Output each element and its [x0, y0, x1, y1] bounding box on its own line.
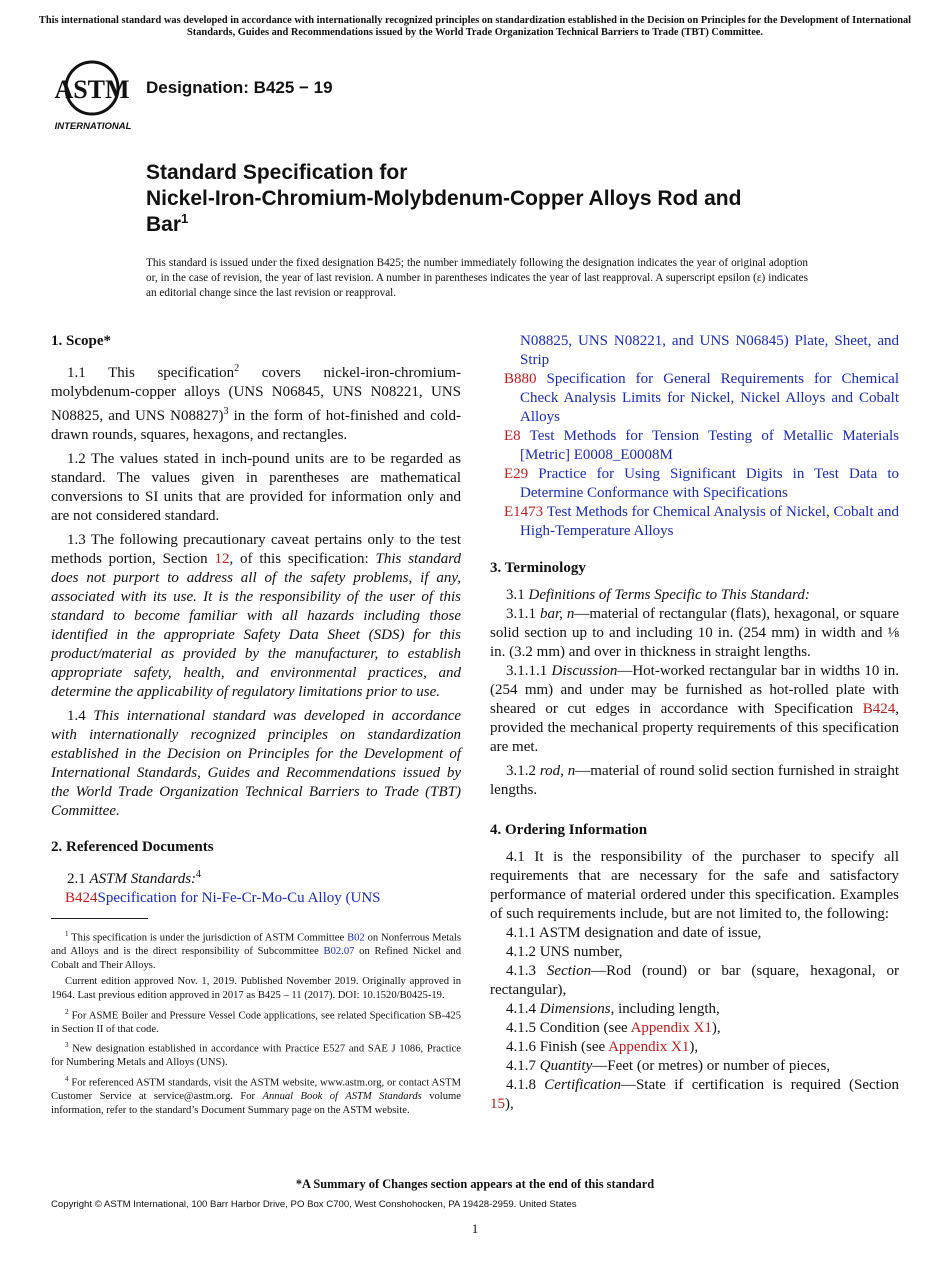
terminology-3-1-1: 3.1.1 bar, n—material of rectangular (flats), hexagonal, or square solid section up to and including 10 in. (254 mm) in width and ⅛ in. (3.2 mm) and over in thickness in straight lengths. — [490, 606, 899, 660]
section-referenced-heading: 2. Referenced Documents — [51, 839, 214, 855]
ordering-4-1-4: 4.1.4 Dimensions, including length, — [506, 1001, 720, 1017]
ordering-4-1-7: 4.1.7 Quantity—Feet (or metres) or number of pieces, — [506, 1058, 831, 1074]
b424-link[interactable]: B424 — [862, 701, 896, 717]
footnote-rule — [51, 918, 148, 919]
ordering-4-1: 4.1 It is the responsibility of the purchaser to specify all requirements that are necessary for the safe and satisfactory performance of material ordered under this specification. Examples of such requirements include, but are not limited to, the following: — [490, 849, 899, 922]
logo-international: INTERNATIONAL — [54, 121, 132, 132]
section-12-link[interactable]: 12 — [214, 551, 230, 567]
appendix-x1-link[interactable]: Appendix X1 — [630, 1020, 712, 1036]
footnote-2: $^2$ For ASME Boiler and Pressure Vessel Code applications, see related Specification SB-425 in Section II of that code. — [51, 1007, 461, 1035]
issue-note: This standard is issued under the fixed designation B425; the number immediately following the designation indicates the year of original adoption or, in the case of revision, the year of last revision. A number in parentheses indicates the year of last reapproval. A superscript epsilon (ε) indicates an editorial change since the last revision or reapproval. — [146, 257, 808, 299]
b02-07-link[interactable]: B02.07 — [323, 946, 355, 958]
page-number: 1 — [471, 1221, 479, 1236]
section-ordering-heading: 4. Ordering Information — [490, 822, 648, 838]
ref-e8[interactable]: E8 Test Methods for Tension Testing of Metallic Materials [Metric] E0008_E0008M — [504, 428, 899, 463]
footnote-3: $^3$ New designation established in accordance with Practice E527 and SAE J 1086, Practice for Numbering Metals and Alloys (UNS). — [51, 1041, 461, 1069]
section-scope-heading: 1. Scope* — [51, 333, 111, 349]
top-notice: This international standard was developed in accordance with internationally recognized principles on standardization established in the Decision on Principles for the Development of International Standards, Guides and Recommendations issued by the World Trade Organization Technical Barriers to Trade (TBT) Committee. — [38, 15, 912, 38]
referenced-2-1: 2.1 ASTM Standards:$^4$ — [67, 869, 202, 887]
copyright: Copyright © ASTM International, 100 Barr Harbor Drive, PO Box C700, West Conshohocken, PA 19428-2959. United States — [51, 1199, 577, 1210]
footnote-4: $^4$ For referenced ASTM standards, visit the ASTM website, www.astm.org, or contact ASTM Customer Service at service@astm.org. For Annual Book of ASTM Standards volume information, refer to the standard’s Document Summary page on the ASTM website. — [51, 1074, 461, 1116]
scope-1-1: 1.1 This specification$^2$ covers nickel-iron-chromium-molybdenum-copper alloys (UNS N06845, UNS N08221, UNS N08825, and UNS N08827)$^3$ in the form of hot-finished and cold-drawn rounds, squares, hexagons, and rectangles. — [51, 363, 461, 443]
summary-of-changes-note: *A Summary of Changes section appears at the end of this standard — [295, 1177, 655, 1191]
b02-link[interactable]: B02 — [347, 932, 365, 944]
terminology-3-1: 3.1 Definitions of Terms Specific to This Standard: — [506, 587, 810, 603]
ordering-4-1-6: 4.1.6 Finish (see Appendix X1), — [506, 1039, 699, 1055]
logo-letters: ASTM — [54, 75, 130, 104]
ordering-4-1-1: 4.1.1 ASTM designation and date of issue, — [506, 925, 762, 941]
section-15-link[interactable]: 15 — [490, 1096, 505, 1112]
ref-b424-left[interactable]: B424Specification for Ni-Fe-Cr-Mo-Cu Alloy (UNS — [65, 890, 381, 906]
right-column — [490, 332, 899, 1114]
terminology-3-1-1-1: 3.1.1.1 Discussion—Hot-worked rectangular bar in widths 10 in. (254 mm) and under may be furnished as hot-rolled plate with sheared or cut edges in accordance with Specification B424, provided the mechanical property requirements of this specification are met. — [490, 663, 899, 755]
section-terminology-heading: 3. Terminology — [490, 560, 586, 576]
scope-1-3: 1.3 The following precautionary caveat pertains only to the test methods portion, Section 12, of this specification: This standard does not purport to address all of the safety problems, if any, associated with its use. It is the responsibility of the user of this standard to become familiar with all hazards including those identified in the appropriate Safety Data Sheet (SDS) for this product/material as provided by the manufacturer, to establish appropriate safety, health, and environmental practices, and determine the applicability of regulatory limitations prior to use. — [51, 532, 462, 700]
ref-e29[interactable]: E29 Practice for Using Significant Digits in Test Data to Determine Conformance with Specifications — [504, 466, 899, 501]
page-title: Standard Specification for Nickel-Iron-Chromium-Molybdenum-Copper Alloys Rod and Bar$^1$ — [146, 161, 742, 236]
ordering-4-1-5: 4.1.5 Condition (see Appendix X1), — [506, 1020, 721, 1036]
ordering-4-1-2: 4.1.2 UNS number, — [506, 944, 623, 960]
ordering-4-1-3: 4.1.3 Section—Rod (round) or bar (square, hexagonal, or rectangular), — [490, 963, 899, 998]
left-column — [51, 332, 461, 908]
footnote-1: $^1$ This specification is under the jurisdiction of ASTM Committee B02 on Nonferrous Metals and Alloys and is the direct responsibility of Subcommittee B02.07 on Refined Nickel and Cobalt and Their Alloys. — [51, 930, 462, 971]
astm-logo — [52, 58, 134, 132]
scope-1-4: 1.4 This international standard was developed in accordance with internationally recognized principles on standardization established in the Decision on Principles for the Development of International Standards, Guides and Recommendations issued by the World Trade Organization Technical Barriers to Trade (TBT) Committee. — [51, 708, 462, 819]
ordering-4-1-8: 4.1.8 Certification—State if certification is required (Section 15), — [490, 1077, 899, 1112]
ref-b880[interactable]: B880 Specification for General Requirements for Chemical Check Analysis Limits for Nickel, Nickel Alloys and Cobalt Alloys — [504, 371, 899, 425]
title-footnote-mark: 1 — [181, 211, 189, 226]
terminology-3-1-2: 3.1.2 rod, n—material of round solid section furnished in straight lengths. — [490, 763, 899, 798]
appendix-x1-link[interactable]: Appendix X1 — [608, 1039, 690, 1055]
designation: Designation: B425 − 19 — [146, 78, 333, 97]
ref-e1473[interactable]: E1473 Test Methods for Chemical Analysis of Nickel, Cobalt and High-Temperature Alloys — [504, 504, 899, 539]
scope-1-2: 1.2 The values stated in inch-pound units are to be regarded as standard. The values given in parentheses are mathematical conversions to SI units that are provided for information only and are not considered standard. — [51, 451, 461, 524]
footnote-1-edition: Current edition approved Nov. 1, 2019. Published November 2019. Originally approved in 1964. Last previous edition approved in 2017 as B425 – 11 (2017). DOI: 10.1520/B0425-19. — [51, 976, 461, 1001]
ref-b424-continued[interactable]: N08825, UNS N08221, and UNS N06845) Plate, Sheet, and Strip — [520, 333, 899, 368]
footnotes — [51, 928, 461, 1120]
